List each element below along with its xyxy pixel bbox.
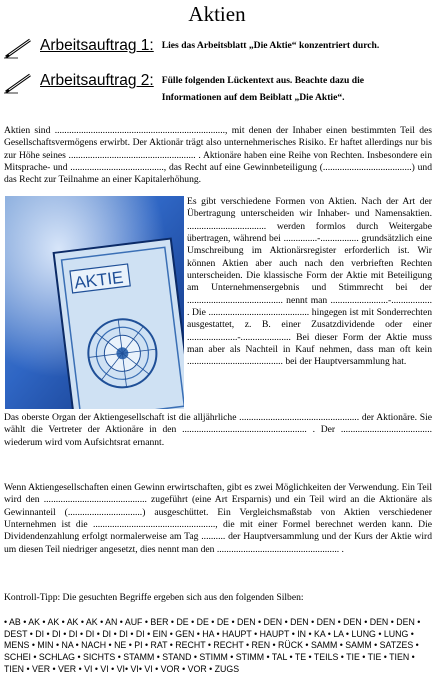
- aktie-label: AKTIE: [73, 267, 125, 293]
- syllable-list: • AB • AK • AK • AK • AK • AN • AUF • BER • DE • DE • DE • DEN • DEN • DEN • DEN • DEN • DEN • DEN • DEST • DI • DI • DI • DI • DI • DI • DI • EIN • GEN • HA • HAUPT • HAUPT • IN • KA • LA • LUNG • LUNG • MENS • MIN • NA • NACH • NE • PI • RAT • RECHT • RECHT • REN • RÜCK • SAMM • SAMM • SATZES • SCHEI • SCHLAG • SICHTS • STAMM • STAND • STIMM • STIMM • TAL • TE • TEILS • TIE • TIE • TIEN • TIEN • VER • VER • VI • VI • VI• VI• VI • VOR • VOR • ZUGS: [4, 617, 421, 674]
- task-1: [4, 37, 379, 59]
- paragraph-3: Wenn Aktiengesellschaften einen Gewinn erwirtschaften, gibt es zwei Möglichkeiten der Verwendung. Ein Teil wird den ........................................... zugeführt (eine Art Ersparnis) und ein Teil wird an die Aktionäre als Gewinnanteil (...............................) ausgeschüttet. Ein Vergleichsmaßstab von Aktien verschiedener Unternehmen ist die ..................................................., die mit einer Formel berechnet werden kann. Die Dividendenzahlung erfolgt normalerweise am Tag .......... der Hauptversammlung und der Kurs der Aktie wird um diesen Teil niedriger angesetzt, dies nennt man den ................................................... .: [4, 482, 432, 555]
- paragraph-1: Aktien sind ......................................................................., mit denen der Inhaber einen bestimmten Teil des Gesellschaftsvermögens erwirbt. Der Aktionär trägt also unternehmerisches Risiko. Er haftet allerdings nur bis zur Höhe seines ..................................................... . Aktionäre haben eine Reihe von Rechten. Insbesondere ein Mitsprache- und ......................................., das Recht auf eine Gewinnbeteiligung (.....................................) und das Recht zur Teilnahme an einer Kapitalerhöhung.: [4, 125, 432, 186]
- task-1-text: Lies das Arbeitsblatt „Die Aktie“ konzentriert durch.: [161, 40, 380, 51]
- task-1-label: Arbeitsauftrag 1:: [40, 37, 154, 54]
- page-title: Aktien: [188, 2, 246, 26]
- pencil-icon: [4, 72, 34, 94]
- aktie-certificate-image: [5, 196, 184, 409]
- inline-text: Es gibt verschiedene Formen von Aktien. Nach der Art der Übertragung unterscheiden wir Inhaber- und Namensaktien. ................................. werden formlos durch Weitergabe übertragen, während bei ..............-................ grundsätzlich eine Umschreibung im Aktionärsregister erforderlich ist. Wir können Aktien aber auch nach den verbrieften Rechten unterscheiden. Die klassische Form der Aktie mit Beteiligung am Unternehmensergebnis und Stimmrecht bei der ........................................ nennt man ........................-................. . Die .......................................... hingegen ist mit Sonderrechten ausgestattet, z. B. einer Zusatzdividende oder einer .....................-..................... Bei dieser Form der Aktie muss man aber als Nachteil in Kauf nehmen, dass man oft kein ........................................ bei der Hauptversammlung hat.: [187, 196, 432, 368]
- task-2-text: Fülle folgenden Lückentext aus. Beachte dazu die Informationen auf dem Beiblatt „Die Aktie“.: [161, 75, 365, 103]
- pencil-icon: [4, 37, 34, 59]
- hint-text: Kontroll-Tipp: Die gesuchten Begriffe ergeben sich aus den folgenden Silben:: [4, 592, 304, 603]
- task-2: [4, 72, 364, 106]
- paragraph-2: Das oberste Organ der Aktiengesellschaft ist die alljährliche .................................................. der Aktionäre. Sie wählt die Vertreter der Aktionäre in den .................................................... . Der ...................................... wiederum wird vom Aufsichtsrat ernannt.: [4, 412, 432, 448]
- task-2-label: Arbeitsauftrag 2:: [40, 72, 154, 89]
